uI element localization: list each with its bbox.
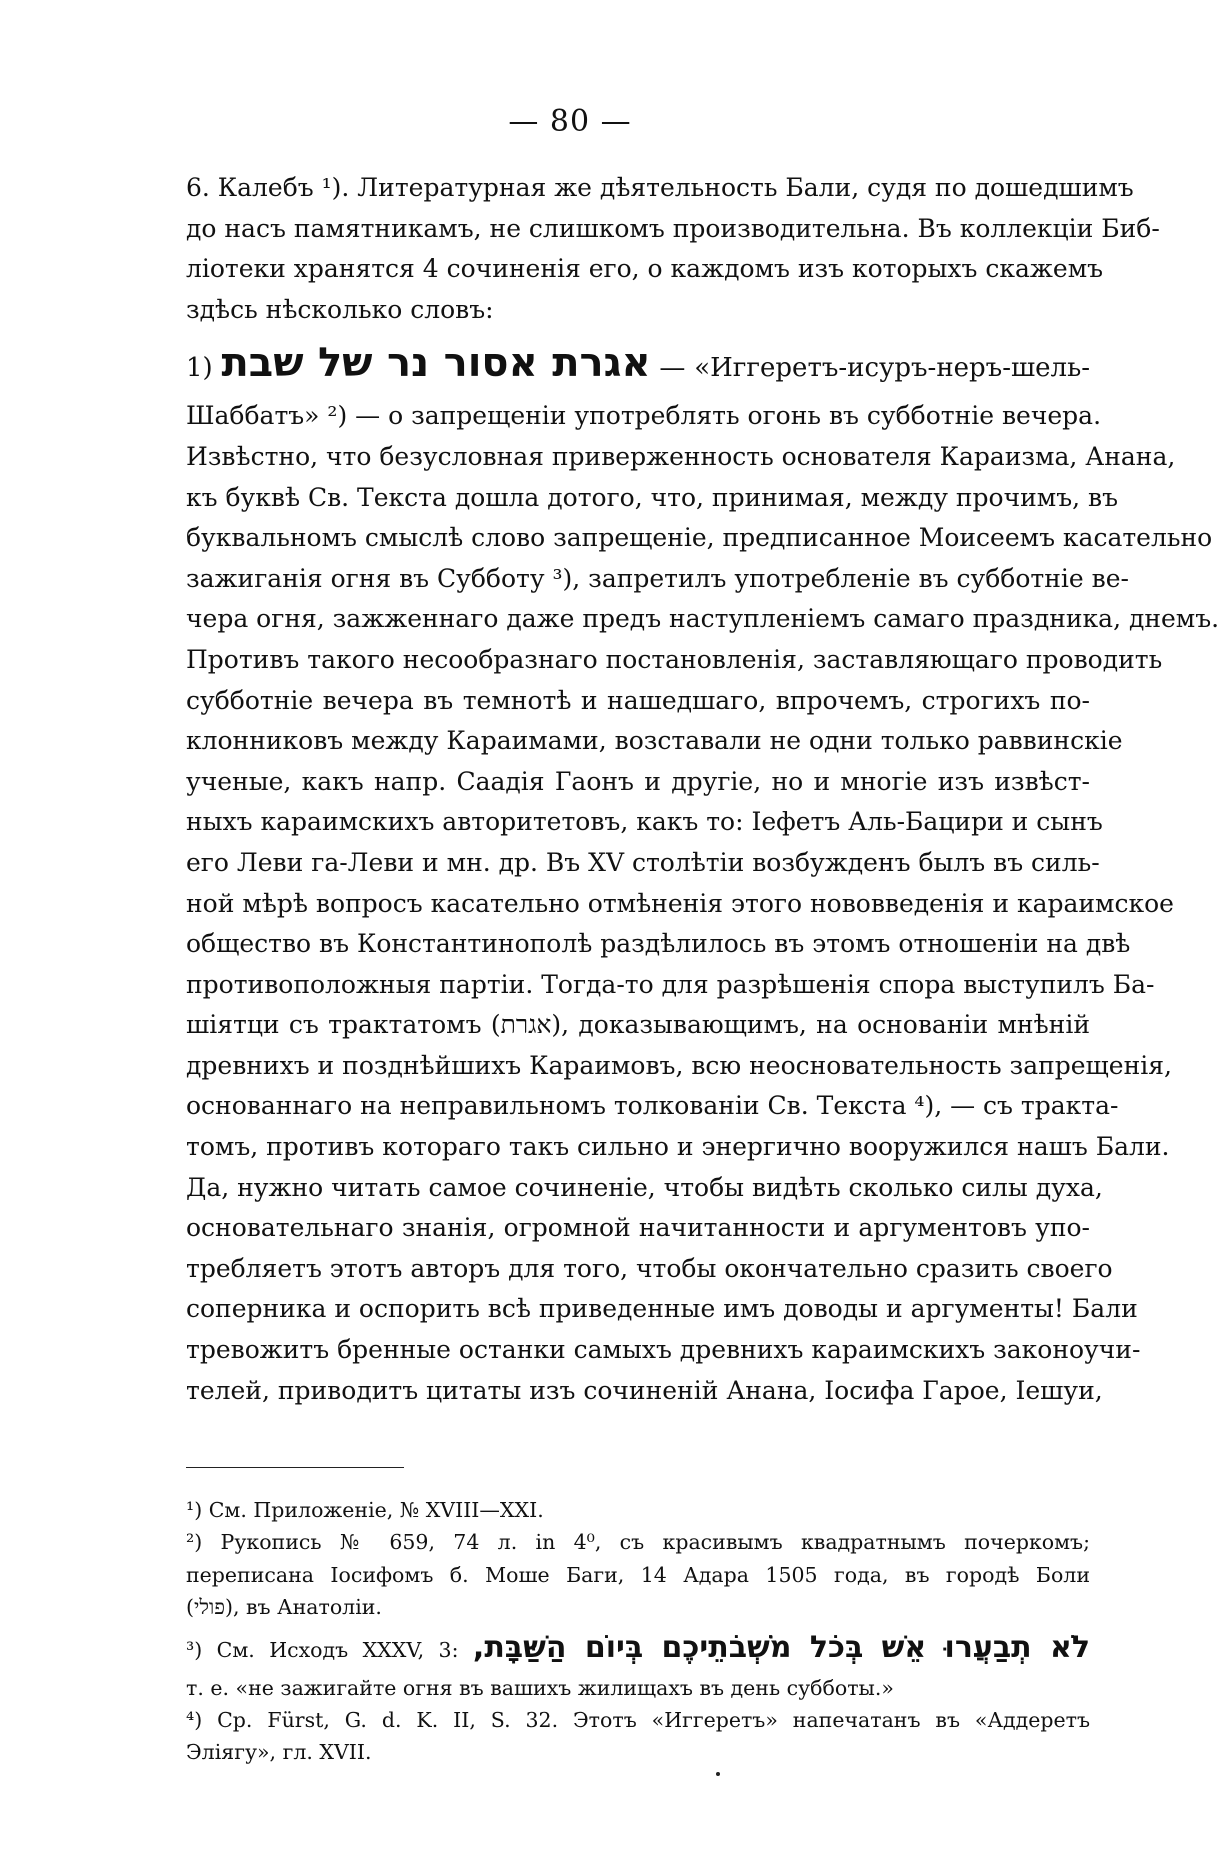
text-line: требляетъ этотъ авторъ для того, чтобы окончательно сразить своего bbox=[186, 1253, 1113, 1283]
footnote-ref: ³) См. Исходъ XXXV, 3: bbox=[186, 1637, 459, 1662]
text-line: до насъ памятникамъ, не слишкомъ производительна. Въ коллекціи Биб- bbox=[186, 213, 1160, 243]
russian-title: «Иггеретъ-исуръ-неръ-шель- bbox=[694, 353, 1091, 384]
title-dash: — bbox=[659, 353, 686, 384]
text-line: здѣсь нѣсколько словъ: bbox=[186, 294, 494, 324]
text-line: противоположныя партіи. Тогда-то для разрѣшенія спора выступилъ Ба- bbox=[186, 969, 1155, 999]
text-line: его Леви га-Леви и мн. др. Въ XV столѣтіи возбужденъ былъ въ силь- bbox=[186, 847, 1100, 877]
hebrew-title: אגרת אסור נר של שבת bbox=[221, 340, 651, 387]
text-line: Противъ такого несообразнаго постановленія, заставляющаго проводить bbox=[186, 644, 1163, 674]
text-line: тревожитъ бренные останки самыхъ древнихъ караимскихъ законоучи- bbox=[186, 1335, 1141, 1365]
footnote-line: ¹) См. Приложеніе, № XVIII—XXI. bbox=[186, 1498, 544, 1522]
text-line: Шаббатъ» ²) — о запрещеніи употреблять огонь въ субботніе вечера. bbox=[186, 401, 1102, 431]
text-line: древнихъ и позднѣйшихъ Караимовъ, всю неосновательность запрещенія, bbox=[186, 1050, 1172, 1080]
text-line: ліотеки хранятся 4 сочиненія его, о каждомъ изъ которыхъ скажемъ bbox=[186, 254, 1104, 284]
footnote-line: Эліягу», гл. XVII. bbox=[186, 1740, 372, 1765]
text-line: ной мѣрѣ вопросъ касательно отмѣненія этого нововведенія и караимское bbox=[186, 888, 1174, 918]
footnote-line: ²) Рукопись № 659, 74 л. in 4⁰, съ красивымъ квадратнымъ почеркомъ; bbox=[186, 1530, 1090, 1555]
text-line: основаннаго на неправильномъ толкованіи Св. Текста ⁴), — съ тракта- bbox=[186, 1091, 1119, 1121]
footnote-line: ⁴) Ср. Fürst, G. d. K. II, S. 32. Этотъ «Иггеретъ» напечатанъ въ «Аддеретъ bbox=[186, 1707, 1090, 1732]
text-line: основательнаго знанія, огромной начитанности и аргументовъ упо- bbox=[186, 1213, 1090, 1243]
text-line: 6. Калебъ ¹). Литературная же дѣятельность Бали, судя по дошедшимъ bbox=[186, 173, 1134, 202]
text-line: Извѣстно, что безусловная приверженность основателя Караизма, Анана, bbox=[186, 441, 1176, 471]
text-line: Да, нужно читать самое сочиненіе, чтобы видѣть сколько силы духа, bbox=[186, 1172, 1103, 1202]
footnote-line: (פולי), въ Анатоліи. bbox=[186, 1595, 382, 1620]
hebrew-quote: לֹא תְבַעֲרוּ אֵשׁ בְּכֹל מֹשְׁבֹתֵיכֶם בְּיוֹם הַשַּׁבָּת, bbox=[472, 1629, 1090, 1665]
footnotes bbox=[186, 1494, 1090, 1769]
text-line: зажиганія огня въ Субботу ³), запретилъ употребленіе въ субботніе ве- bbox=[186, 563, 1129, 593]
print-speck bbox=[716, 1772, 720, 1776]
text-line: клонниковъ между Караимами, возставали не одни только раввинскіе bbox=[186, 726, 1123, 756]
page-number: — 80 — bbox=[508, 104, 632, 139]
text-line: шіятци съ трактатомъ (אגרת), доказывающимъ, на основаніи мнѣній bbox=[186, 1010, 1090, 1040]
footnote-divider bbox=[186, 1467, 404, 1468]
text-line: къ буквѣ Св. Текста дошла дотого, что, принимая, между прочимъ, въ bbox=[186, 482, 1119, 512]
text-line: ныхъ караимскихъ авторитетовъ, какъ то: Іефетъ Аль-Бацири и сынъ bbox=[186, 807, 1103, 837]
text-line: общество въ Константинополѣ раздѣлилось въ этомъ отношеніи на двѣ bbox=[186, 929, 1131, 959]
text-line: соперника и оспорить всѣ приведенные имъ доводы и аргументы! Бали bbox=[186, 1294, 1138, 1324]
footnote-line: т. е. «не зажигайте огня въ вашихъ жилищахъ въ день субботы.» bbox=[186, 1675, 894, 1700]
footnote-quote-line bbox=[186, 1624, 1090, 1672]
text-line: телей, приводитъ цитаты изъ сочиненій Анана, Іосифа Гарое, Іешуи, bbox=[186, 1375, 1103, 1405]
text-line: буквальномъ смыслѣ слово запрещеніе, предписанное Моисеемъ касательно bbox=[186, 523, 1213, 553]
text-line: чера огня, зажженнаго даже предъ наступленіемъ самаго праздника, днемъ. bbox=[186, 604, 1219, 634]
body-text bbox=[186, 168, 1219, 1411]
section-title-line bbox=[186, 330, 1090, 396]
footnote-line: переписана Іосифомъ б. Моше Баги, 14 Адара 1505 года, въ городѣ Боли bbox=[186, 1562, 1090, 1587]
text-line: субботніе вечера въ темнотѣ и нашедшаго, впрочемъ, строгихъ по- bbox=[186, 685, 1090, 715]
text-line: ученые, какъ напр. Саадія Гаонъ и другіе, но и многіе изъ извѣст- bbox=[186, 766, 1090, 796]
text-line: томъ, противъ котораго такъ сильно и энергично вооружился нашъ Бали. bbox=[186, 1132, 1170, 1162]
section-number: 1) bbox=[186, 353, 213, 384]
